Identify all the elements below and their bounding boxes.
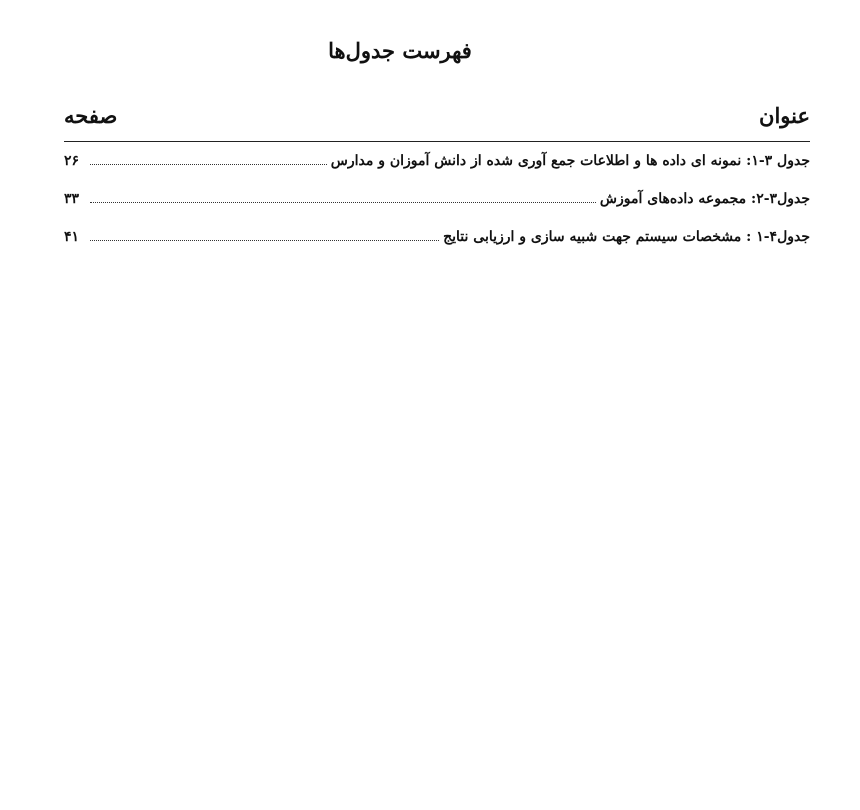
toc-entry[interactable] [64,229,810,267]
dot-leader [90,154,327,165]
dot-leader [90,192,596,203]
table-of-contents-list [64,153,810,267]
toc-entry[interactable] [64,153,810,191]
toc-entry-label: جدول ۳-۱: نمونه ای داده ها و اطلاعات جمع آوری شده از دانش آموزان و مدارس [330,153,810,169]
page-column-header: صفحه [64,103,118,128]
table-header [64,101,810,142]
toc-entry-page: ۲۶ [64,153,80,169]
dot-leader [90,230,439,241]
toc-entry-page: ۴۱ [64,229,80,245]
toc-entry-page: ۳۳ [64,191,80,207]
title-column-header: عنوان [759,103,810,128]
toc-entry[interactable] [64,191,810,229]
toc-entry-label: جدول۳-۲: مجموعه داده‌های آموزش [599,191,810,207]
toc-entry-label: جدول۴-۱ : مشخصات سیستم جهت شبیه سازی و ارزیابی نتایج [443,229,810,245]
page-title: فهرست جدول‌ها [328,38,472,63]
